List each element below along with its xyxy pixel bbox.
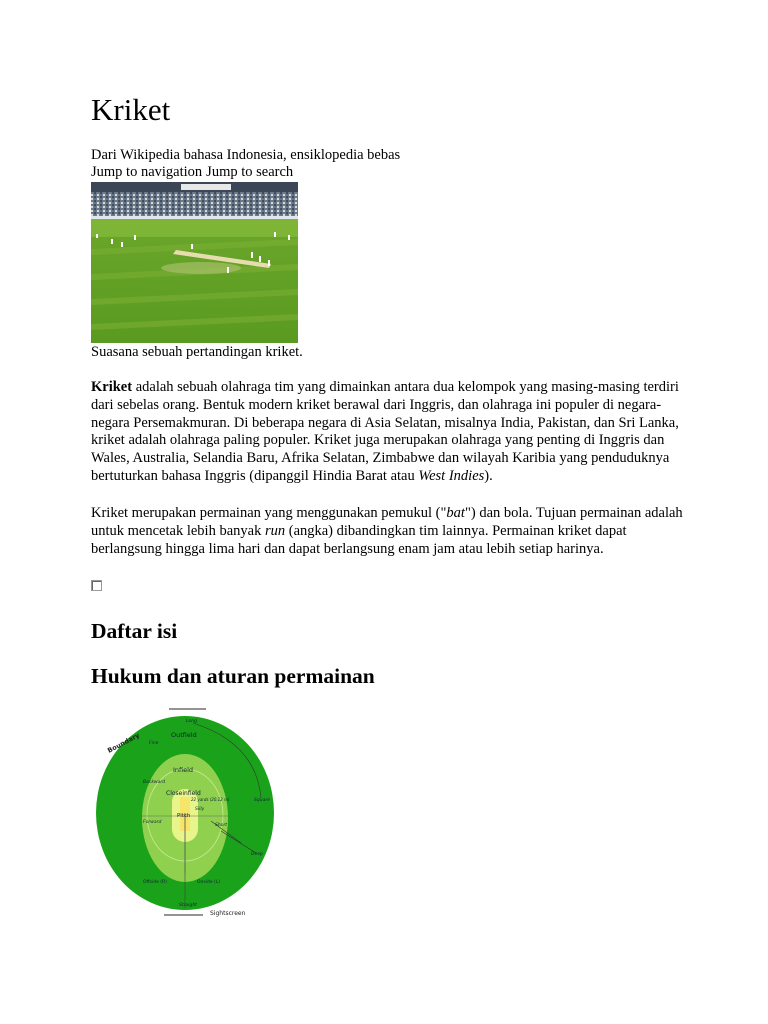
label-deep: Deep <box>251 852 263 857</box>
label-square: Square <box>254 798 270 803</box>
label-long: Long <box>186 719 197 724</box>
page-title: Kriket <box>91 92 171 127</box>
p2-part-b: ") dan bola. Tujuan permainan adalah untuk mencetak lebih banyak <box>91 505 683 539</box>
intro-paragraph <box>91 379 691 486</box>
toc-toggle-icon[interactable] <box>91 580 102 591</box>
label-pitch: Pitch <box>177 813 191 819</box>
intro-end: ). <box>484 467 493 484</box>
jump-to-search-link[interactable]: Jump to search <box>206 164 294 180</box>
label-backward: Backward <box>143 780 166 785</box>
run-term: run <box>264 522 286 539</box>
toc-heading: Daftar isi <box>91 619 178 643</box>
cricket-field-diagram[interactable] <box>91 703 281 923</box>
label-onside: Onside (L) <box>197 880 221 885</box>
label-sightscreen: Sightscreen <box>210 910 246 917</box>
cricket-match-photo[interactable] <box>91 182 298 343</box>
label-straight: Straight <box>179 903 197 908</box>
intro-bold-term: Kriket <box>91 379 133 395</box>
label-offside: Offside (R) <box>143 880 167 885</box>
label-closeinfield: Closeinfield <box>166 790 201 797</box>
jump-to-navigation-link[interactable]: Jump to navigation <box>91 164 203 180</box>
label-short: Short <box>215 823 228 828</box>
label-forward: Forward <box>143 820 162 825</box>
rules-heading: Hukum dan aturan permainan <box>91 664 375 688</box>
label-outfield: Outfield <box>171 731 197 739</box>
label-yards: 22 yards (20.12 m) <box>191 797 230 802</box>
bat-term: bat <box>446 505 465 521</box>
second-paragraph <box>91 505 691 558</box>
p2-part-c: (angka) dibandingkan tim lainnya. Permainan kriket dapat berlangsung hingga lima hari dan dapat berlangsung enam jam atau lebih setiap harinya. <box>91 522 627 557</box>
p2-part-a: Kriket merupakan permainan yang menggunakan pemukul (" <box>91 505 447 521</box>
jump-links <box>91 164 297 181</box>
label-fine: Fine <box>149 741 159 746</box>
intro-text: adalah sebuah olahraga tim yang dimainkan antara dua kelompok yang masing-masing terdiri dari sebelas orang. Bentuk modern kriket berawal dari Inggris, dan olahraga ini populer di negara-negara Persemakmuran. Di beberapa negara di Asia Selatan, misalnya India, Pakistan, dan Sri Lanka, kriket adalah olahraga paling populer. Kriket juga merupakan olahraga yang penting di Inggris dan Wales, Australia, Selandia Baru, Afrika Selatan, Zimbabwe dan wilayah Karibia yang penduduknya bertuturkan bahasa Inggris (dipanggil Hindia Barat atau <box>91 379 679 484</box>
tagline: Dari Wikipedia bahasa Indonesia, ensiklopedia bebas <box>91 147 401 163</box>
west-indies-term: West Indies <box>418 467 485 484</box>
label-boundary: Boundary <box>106 731 141 755</box>
label-silly: Silly <box>195 807 205 812</box>
label-infield: Infield <box>173 766 194 774</box>
photo-caption: Suasana sebuah pertandingan kriket. <box>91 344 303 360</box>
